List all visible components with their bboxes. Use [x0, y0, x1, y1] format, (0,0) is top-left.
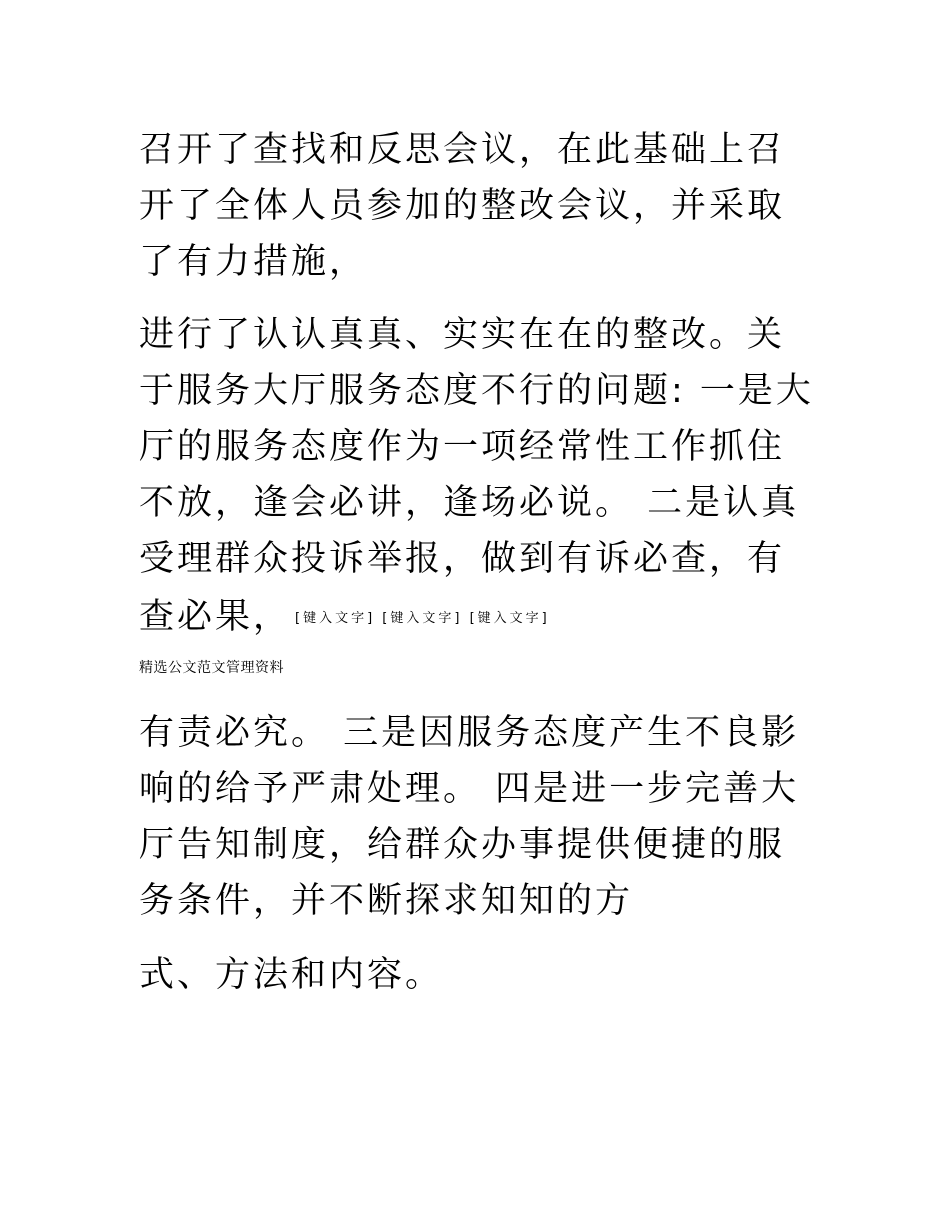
paragraph-line: 进行了认认真真、实实在在的整改。关	[139, 315, 786, 355]
paragraph-line: 有责必究。 三是因服务态度产生不良影	[139, 713, 800, 753]
paragraph-line: 务条件，并不断探求知知的方	[139, 881, 634, 921]
paragraph-line: 不放，逢会必讲，逢场必说。 二是认真	[139, 483, 800, 523]
paragraph-line: 响的给予严肃处理。 四是进一步完善大	[139, 769, 800, 809]
paragraph-line: 厅的服务态度作为一项经常性工作抓住	[139, 427, 786, 467]
paragraph-line: 式、方法和内容。	[139, 955, 444, 995]
paragraph-line: 了有力措施，	[139, 242, 368, 282]
paragraph-line: 受理群众投诉举报，做到有诉必查，有	[139, 539, 786, 579]
paragraph-text: 查必果，	[139, 597, 292, 637]
header-placeholder-text: [键入文字] [键入文字] [键入文字]	[295, 611, 550, 626]
paragraph-line: 召开了查找和反思会议，在此基础上召	[139, 130, 786, 170]
paragraph-line: 开了全体人员参加的整改会议，并采取	[139, 186, 786, 226]
paragraph-line: 于服务大厅服务态度不行的问题: 一是大	[139, 371, 814, 411]
paragraph-line-with-placeholder	[139, 597, 550, 639]
paragraph-line: 厅告知制度，给群众办事提供便捷的服	[139, 825, 786, 865]
page-footer: 精选公文范文管理资料	[139, 660, 284, 676]
